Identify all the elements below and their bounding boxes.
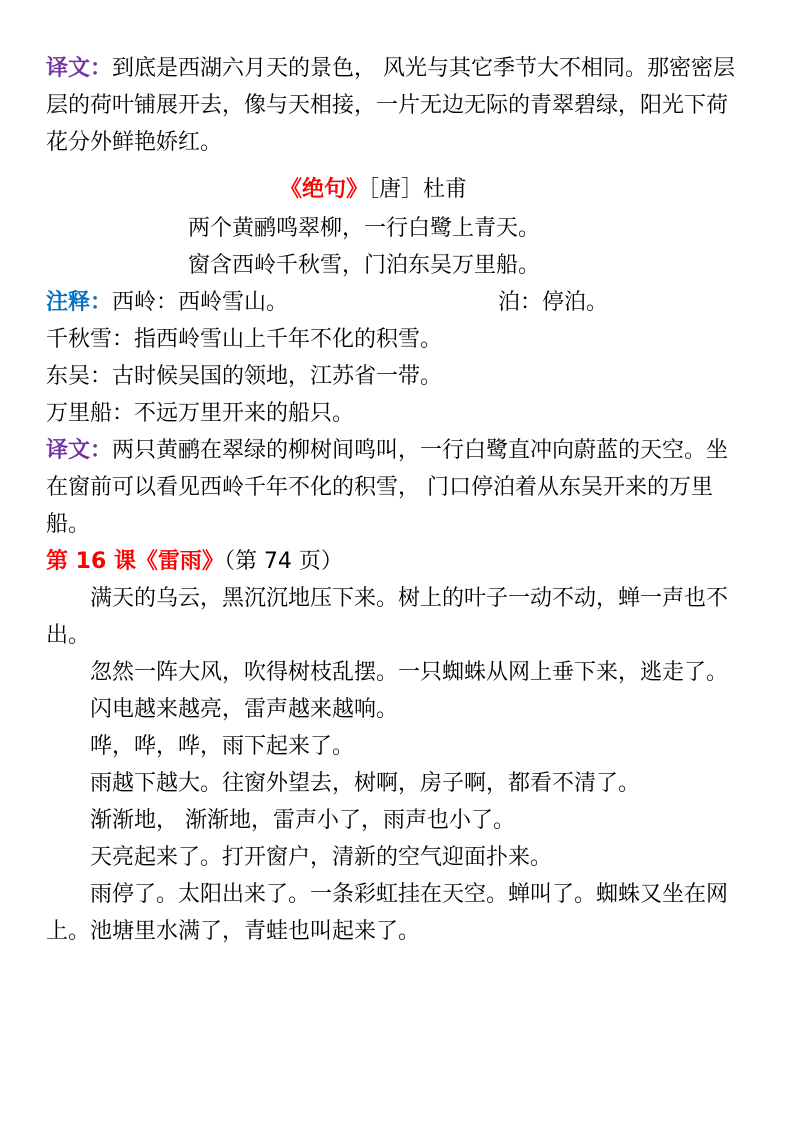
notes-col-1 <box>46 284 498 321</box>
note-item: 万里船：不远万里开来的船只。 <box>46 401 355 426</box>
translation-label: 译文： <box>46 56 113 81</box>
poem-line: 两个黄鹂鸣翠柳，一行白鹭上青天。 <box>188 216 541 241</box>
note-item: 西岭：西岭雪山。 <box>112 290 289 315</box>
translation-text: 两只黄鹂在翠绿的柳树间鸣叫，一行白鹭直冲向蔚蓝的天空。坐在窗前可以看见西岭千年不化的积雪， 门口停泊着从东吴开来的万里船。 <box>46 438 729 537</box>
note-item: 东吴：古时候吴国的领地，江苏省一带。 <box>46 364 443 389</box>
notes-first-line <box>46 284 748 321</box>
notes-label: 注释： <box>46 290 113 315</box>
translation-text: 到底是西湖六月天的景色， 风光与其它季节大不相同。那密密层层的荷叶铺展开去，像与天相接，一片无边无际的青翠碧绿，阳光下荷花分外鲜艳娇红。 <box>46 56 736 155</box>
notes-col-2 <box>498 284 608 321</box>
poem-title-line <box>46 171 748 208</box>
lesson-page-ref: （第 74 页） <box>223 549 343 574</box>
lesson-paragraph: 哗，哗，哗，雨下起来了。 <box>90 734 355 759</box>
translation-paragraph-2 <box>46 432 748 543</box>
lesson-paragraph: 雨停了。太阳出来了。一条彩虹挂在天空。蝉叫了。蜘蛛又坐在网上。池塘里水满了，青蛙也叫起来了。 <box>46 882 729 944</box>
lesson-paragraph: 渐渐地， 渐渐地，雷声小了，雨声也小了。 <box>90 808 515 833</box>
lesson-heading <box>46 543 748 580</box>
poem-dynasty: ［唐］ <box>368 177 424 202</box>
lesson-paragraph: 雨越下越大。往窗外望去，树啊，房子啊，都看不清了。 <box>90 771 641 796</box>
lesson-paragraph: 闪电越来越亮，雷声越来越响。 <box>90 697 399 722</box>
note-item: 泊：停泊。 <box>498 290 609 315</box>
note-item: 千秋雪：指西岭雪山上千年不化的积雪。 <box>46 327 443 352</box>
poem-line: 窗含西岭千秋雪，门泊东吴万里船。 <box>188 253 541 278</box>
lesson-paragraph: 满天的乌云，黑沉沉地压下来。树上的叶子一动不动，蝉一声也不出。 <box>46 586 729 648</box>
lesson-title: 第 16 课《雷雨》 <box>46 549 224 574</box>
lesson-paragraph: 忽然一阵大风，吹得树枝乱摆。一只蜘蛛从网上垂下来，逃走了。 <box>90 660 729 685</box>
translation-paragraph-1 <box>46 50 748 161</box>
poem-author: 杜甫 <box>423 177 468 202</box>
lesson-paragraph: 天亮起来了。打开窗户，清新的空气迎面扑来。 <box>90 845 553 870</box>
poem-title: 《绝句》 <box>280 177 369 202</box>
translation-label: 译文： <box>46 438 113 463</box>
